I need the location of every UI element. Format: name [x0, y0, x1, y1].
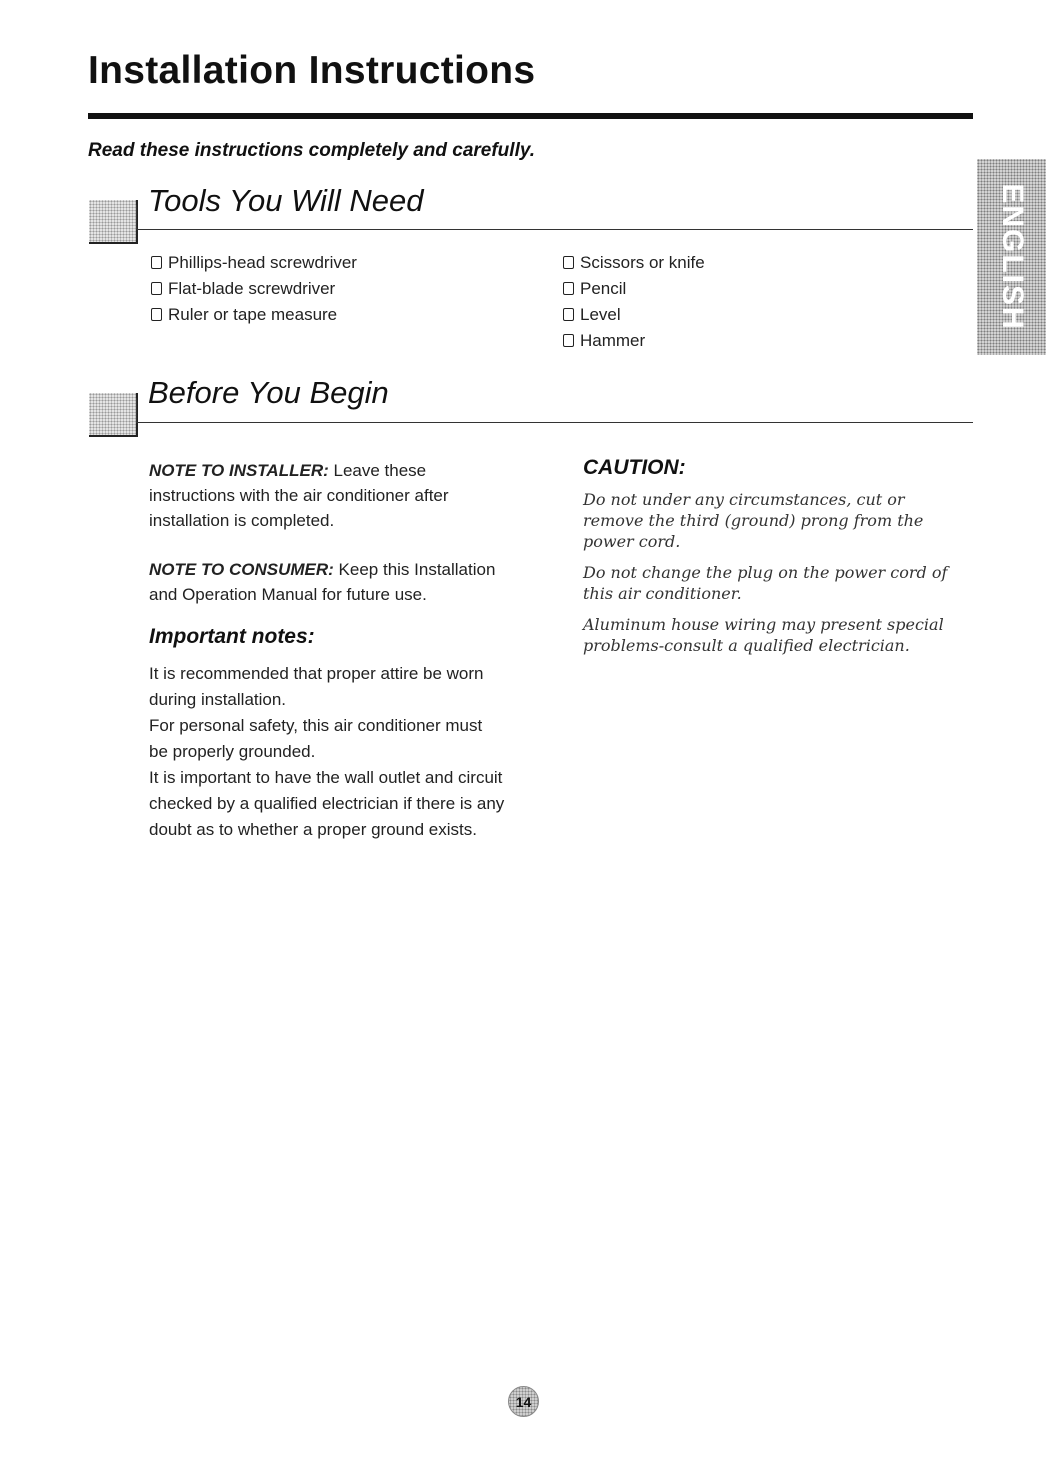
list-item: Flat-blade screwdriver [151, 276, 357, 302]
checkbox-icon [563, 256, 574, 269]
tools-section-heading: Tools You Will Need [148, 183, 424, 218]
caution-paragraph: Do not under any circumstances, cut or remove the third (ground) prong from the power cord. [583, 490, 924, 551]
checkbox-icon [151, 308, 162, 321]
caution-paragraph: Do not change the plug on the power cord of this air conditioner. [583, 563, 948, 603]
caution-heading: CAUTION: [583, 456, 686, 479]
list-item: Level [563, 302, 705, 328]
caution-column [583, 456, 983, 666]
important-notes-heading: Important notes: [149, 625, 315, 648]
list-item: Hammer [563, 328, 705, 354]
before-section-tick [136, 398, 137, 422]
before-section-rule [136, 422, 973, 423]
language-tab [977, 159, 1046, 355]
title-rule [88, 113, 973, 119]
checkbox-icon [563, 282, 574, 295]
notes-column [149, 458, 549, 843]
tools-section-rule [136, 229, 973, 230]
tools-section-tick [136, 205, 137, 229]
checkbox-icon [151, 282, 162, 295]
tools-section-marker [89, 200, 138, 244]
page-number: 14 [508, 1386, 539, 1417]
list-item: Phillips-head screwdriver [151, 250, 357, 276]
page-subtitle: Read these instructions completely and carefully. [88, 140, 535, 161]
list-item: Scissors or knife [563, 250, 705, 276]
checkbox-icon [563, 308, 574, 321]
note-to-consumer: NOTE TO CONSUMER: Keep this Installation and Operation Manual for future use. [149, 560, 496, 604]
language-tab-label: ENGLISH [995, 183, 1029, 331]
before-section-marker [89, 393, 138, 437]
page-title: Installation Instructions [88, 49, 536, 92]
note-to-installer: NOTE TO INSTALLER: Leave these instructions with the air conditioner after installation is completed. [149, 461, 449, 530]
note-label: NOTE TO CONSUMER: [149, 560, 334, 579]
tools-list-right [563, 250, 705, 354]
tools-list-left [151, 250, 357, 328]
list-item: Pencil [563, 276, 705, 302]
important-notes-text: It is recommended that proper attire be worn during installation. For personal safety, this air conditioner must be properly grounded. It is important to have the wall outlet and circuit checked by a qualified electrician if there is any doubt as to whether a proper ground exists. [149, 664, 505, 839]
caution-paragraph: Aluminum house wiring may present special problems-consult a qualified electrician. [583, 615, 944, 655]
checkbox-icon [151, 256, 162, 269]
checkbox-icon [563, 334, 574, 347]
list-item: Ruler or tape measure [151, 302, 357, 328]
before-section-heading: Before You Begin [148, 375, 389, 410]
note-label: NOTE TO INSTALLER: [149, 461, 329, 480]
